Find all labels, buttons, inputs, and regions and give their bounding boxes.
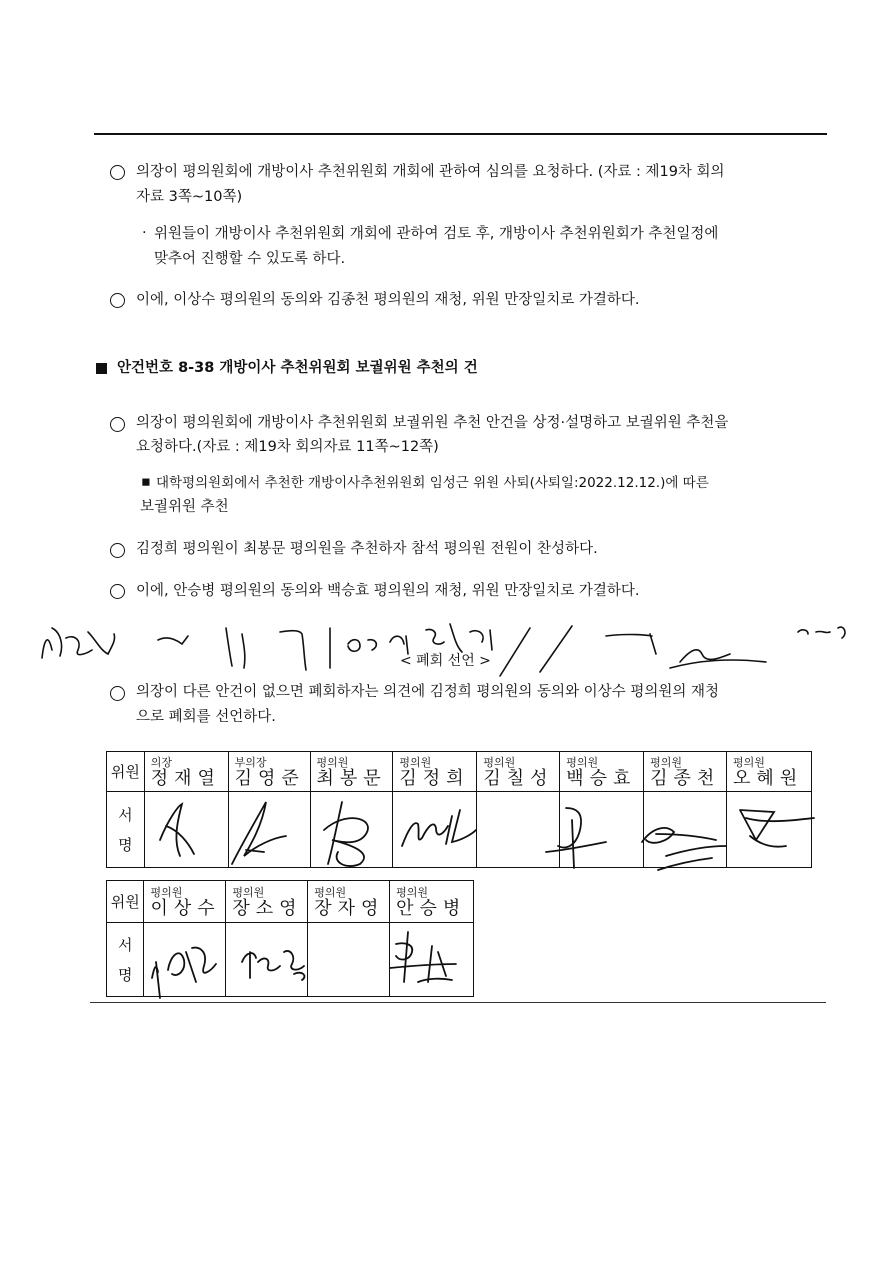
- paragraph-8-line-2: 으로 폐회를 선언하다.: [136, 709, 276, 725]
- closing-heading: < 폐회 선언 >: [400, 653, 491, 669]
- middle-dot-bullet: ·: [142, 225, 147, 241]
- member-role: 평의원: [566, 755, 599, 769]
- member-role: 평의원: [650, 755, 683, 769]
- member-cell: [144, 881, 226, 923]
- member-cell: [226, 881, 308, 923]
- member-cell: [310, 752, 393, 792]
- paragraph-3: 이에, 이상수 평의원의 동의와 김종천 평의원의 재청, 위원 만장일치로 가결하다.: [136, 292, 640, 308]
- member-name: 장자영: [314, 897, 385, 919]
- black-square-bullet-icon: [96, 363, 107, 374]
- member-role: 평의원: [314, 885, 347, 899]
- signatures-row-1: [146, 790, 826, 875]
- member-name: 김칠성: [483, 767, 554, 789]
- paragraph-4-line-2: 요청하다.(자료 : 제19차 회의자료 11쪽~12쪽): [136, 439, 439, 455]
- member-header-cell: 위원: [107, 752, 145, 792]
- paragraph-1-line-2: 자료 3쪽~10쪽): [136, 189, 243, 205]
- bullet-circle-icon: [110, 543, 125, 558]
- member-role: 평의원: [316, 755, 349, 769]
- member-name: 백승효: [566, 767, 637, 789]
- member-role: 평의원: [232, 885, 265, 899]
- member-cell: [560, 752, 644, 792]
- member-header-cell: 위원: [107, 881, 144, 923]
- member-name: 정재열: [150, 767, 221, 789]
- bullet-circle-icon: [110, 165, 125, 180]
- member-cell: [228, 752, 310, 792]
- paragraph-1-line-1: 의장이 평의원회에 개방이사 추천위원회 개회에 관하여 심의를 요청하다. (자료 : 제19차 회의: [136, 164, 725, 180]
- paragraph-5-line-1: 대학평의원회에서 추천한 개방이사추천위원회 임성근 위원 사퇴(사퇴일:2022.12.12.)에 따른: [156, 475, 709, 491]
- member-role: 평의원: [733, 755, 765, 769]
- member-role: 평의원: [399, 755, 432, 769]
- member-role: 평의원: [150, 885, 183, 899]
- member-role: 평의원: [396, 885, 428, 899]
- member-role: 부의장: [234, 755, 267, 769]
- member-name: 김종천: [650, 767, 721, 789]
- paragraph-2-line-2: 맞추어 진행할 수 있도록 하다.: [154, 251, 346, 267]
- paragraph-8-line-1: 의장이 다른 안건이 없으면 폐회하자는 의견에 김정희 평의원의 동의와 이상수 평의원의 재청: [136, 684, 719, 700]
- paragraph-4-line-1: 의장이 평의원회에 개방이사 추천위원회 보궐위원 추천 안건을 상정·설명하고 보궐위원 추천을: [136, 415, 729, 431]
- signatures-row-2: [146, 922, 486, 1002]
- member-cell: [308, 881, 390, 923]
- member-name: 김정희: [399, 767, 470, 789]
- sign-label-cell: 서 명: [107, 923, 144, 997]
- member-cell: [390, 881, 474, 923]
- paragraph-7: 이에, 안승병 평의원의 동의와 백승효 평의원의 재청, 위원 만장일치로 가결하다.: [136, 583, 640, 599]
- member-cell: [477, 752, 560, 792]
- member-cell: [644, 752, 727, 792]
- member-role: 의장: [150, 755, 172, 769]
- bullet-circle-icon: [110, 584, 125, 599]
- member-name: 장소영: [232, 897, 303, 919]
- sign-label-cell: 서 명: [107, 792, 145, 868]
- member-name: 김영준: [234, 767, 305, 789]
- agenda-heading: 안건번호 8-38 개방이사 추천위원회 보궐위원 추천의 건: [117, 360, 478, 376]
- member-cell: [144, 752, 228, 792]
- member-name: 안승병: [396, 897, 467, 919]
- member-name: 최봉문: [316, 767, 387, 789]
- bullet-circle-icon: [110, 293, 125, 308]
- bottom-rule: [90, 1002, 826, 1003]
- small-square-bullet: ▪: [141, 474, 151, 490]
- member-role: 평의원: [483, 755, 516, 769]
- member-cell: [727, 752, 812, 792]
- paragraph-5-line-2: 보궐위원 추천: [140, 499, 229, 515]
- member-cell: [393, 752, 477, 792]
- member-name: 오혜원: [733, 767, 804, 789]
- bullet-circle-icon: [110, 686, 125, 701]
- paragraph-2-line-1: 위원들이 개방이사 추천위원회 개회에 관하여 검토 후, 개방이사 추천위원회가 추천일정에: [154, 226, 719, 242]
- paragraph-6: 김정희 평의원이 최봉문 평의원을 추천하자 참석 평의원 전원이 찬성하다.: [136, 541, 598, 557]
- top-rule: [94, 133, 827, 135]
- member-name: 이상수: [150, 897, 221, 919]
- bullet-circle-icon: [110, 417, 125, 432]
